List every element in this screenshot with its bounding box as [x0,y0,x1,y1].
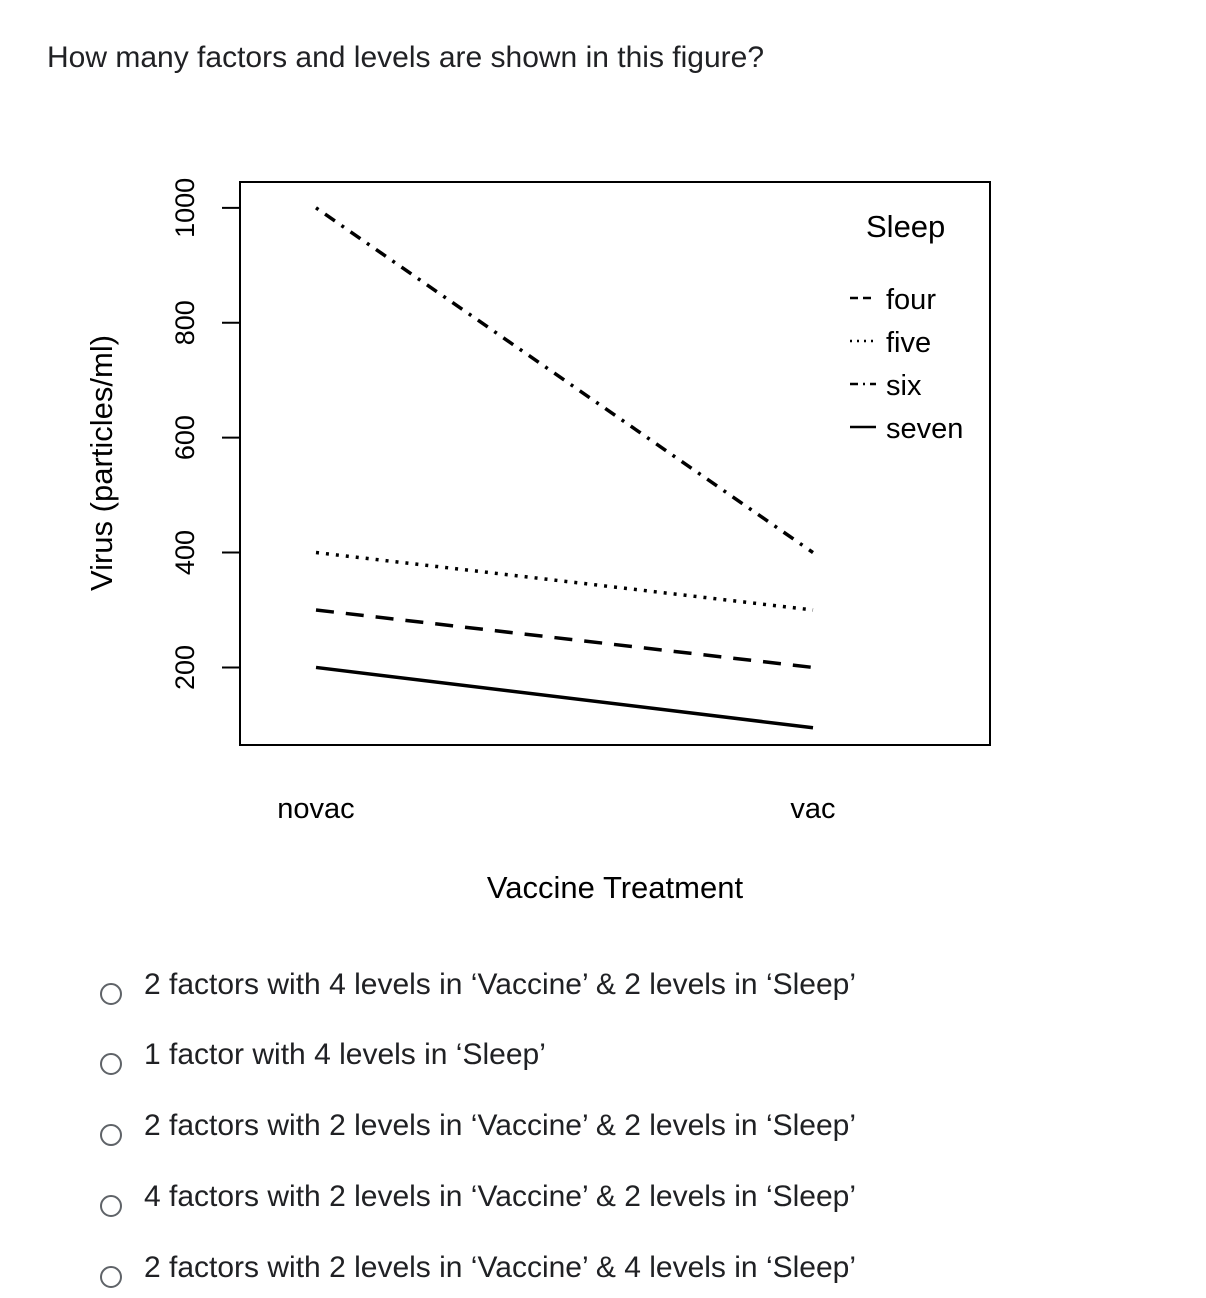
y-tick-label: 800 [170,300,200,346]
y-axis [170,178,240,690]
x-tick-label: vac [790,793,836,825]
series-line-six [316,208,813,553]
series-line-five [316,553,813,610]
y-tick-label: 1000 [170,177,200,238]
radio-button-icon[interactable] [100,1195,122,1217]
option-label: 2 factors with 2 levels in ‘Vaccine’ & 2 levels in ‘Sleep’ [144,1109,857,1142]
y-tick-label: 400 [170,530,200,576]
plot-frame [240,182,990,745]
option-label: 2 factors with 2 levels in ‘Vaccine’ & 4 levels in ‘Sleep’ [144,1251,857,1284]
legend-label: seven [886,413,964,445]
series-line-four [316,610,813,667]
option-label: 1 factor with 4 levels in ‘Sleep’ [144,1038,546,1071]
radio-button-icon[interactable] [100,983,122,1005]
series-line-seven [316,667,813,727]
y-tick-label: 200 [170,644,200,690]
legend-label: five [886,327,932,359]
x-tick-label: novac [277,793,355,825]
radio-button-icon[interactable] [100,1053,122,1075]
option-item[interactable] [100,1167,856,1227]
option-item[interactable] [100,1025,546,1085]
question-text: How many factors and levels are shown in this figure? [47,41,765,74]
option-label: 4 factors with 2 levels in ‘Vaccine’ & 2 levels in ‘Sleep’ [144,1180,857,1213]
legend-label: four [886,284,936,316]
option-item[interactable] [100,955,856,1015]
legend [850,209,963,445]
series-lines [316,208,813,728]
y-axis-title: Virus (particles/ml) [84,334,119,592]
radio-button-icon[interactable] [100,1266,122,1288]
radio-button-icon[interactable] [100,1124,122,1146]
legend-title: Sleep [866,209,946,244]
option-item[interactable] [100,1238,856,1298]
option-item[interactable] [100,1096,856,1156]
option-label: 2 factors with 4 levels in ‘Vaccine’ & 2 levels in ‘Sleep’ [144,968,857,1001]
x-axis-labels [277,793,835,825]
x-axis-title: Vaccine Treatment [486,870,744,905]
legend-label: six [886,370,922,402]
y-tick-label: 600 [170,415,200,461]
